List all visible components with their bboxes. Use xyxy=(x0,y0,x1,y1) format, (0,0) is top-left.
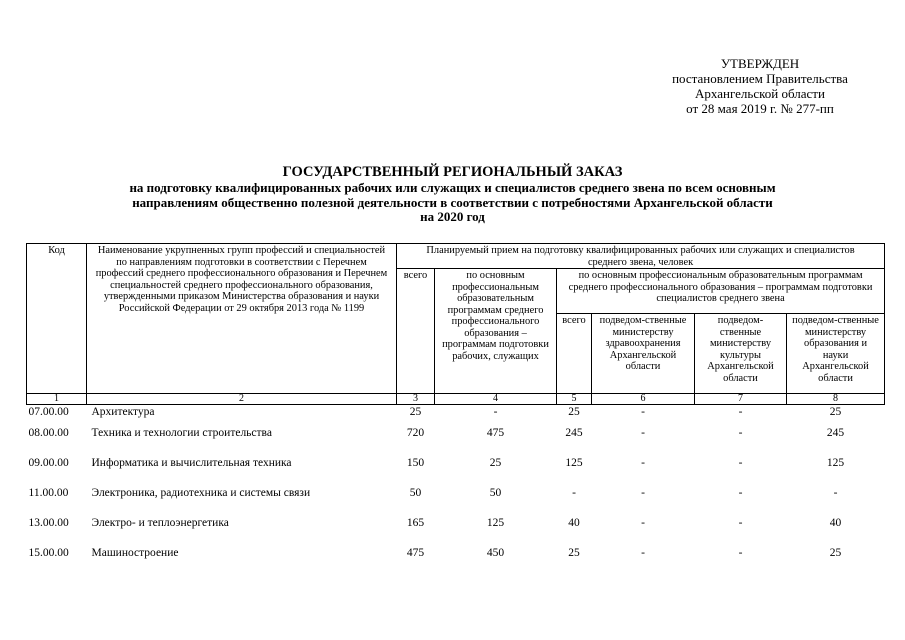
approval-line: УТВЕРЖДЕН xyxy=(720,56,800,71)
column-number: 2 xyxy=(87,394,397,405)
row-culture: - xyxy=(738,427,743,439)
table-row xyxy=(27,546,885,576)
row-workers: 50 xyxy=(489,487,502,499)
row-name: Электроника, радиотехника и системы связи xyxy=(91,487,311,499)
column-number: 6 xyxy=(592,394,695,405)
table-row xyxy=(27,426,885,456)
row-code: 15.00.00 xyxy=(28,547,69,559)
row-name: Машиностроение xyxy=(91,547,179,559)
row-total: 720 xyxy=(406,427,425,439)
row-education: 25 xyxy=(829,406,842,418)
row-health: - xyxy=(641,406,645,418)
row-health: - xyxy=(641,457,645,469)
title-main: ГОСУДАРСТВЕННЫЙ РЕГИОНАЛЬНЫЙ ЗАКАЗ xyxy=(282,164,623,180)
row-workers: - xyxy=(493,406,498,418)
row-workers: 125 xyxy=(486,517,505,529)
approval-line: постановлением Правительства xyxy=(672,71,848,86)
header-spec-total: всего xyxy=(557,314,592,394)
row-culture: - xyxy=(738,457,743,469)
table-row xyxy=(27,456,885,486)
row-code: 08.00.00 xyxy=(28,427,69,439)
title-sub-line: на подготовку квалифицированных рабочих или служащих и специалистов среднего звена по всем основным xyxy=(129,180,776,195)
row-culture: - xyxy=(738,406,743,418)
row-code: 13.00.00 xyxy=(28,517,69,529)
row-code: 11.00.00 xyxy=(28,487,69,499)
row-spec-total: 125 xyxy=(565,457,583,469)
row-code: 07.00.00 xyxy=(28,406,69,418)
table-row xyxy=(27,405,885,427)
row-name: Техника и технологии строительства xyxy=(91,427,272,439)
approval-stamp xyxy=(640,56,880,116)
header-code: Код xyxy=(27,244,87,394)
row-total: 165 xyxy=(406,517,425,529)
row-health: - xyxy=(641,517,645,529)
row-spec-total: - xyxy=(572,487,576,499)
header-name: Наименование укрупненных групп профессий и специальностей по направлениям подготовки в соответствии с Перечнем профессий среднего профессионального образования и Перечнем специальностей среднего профессионального образования, утвержденными приказом Министерства образования и науки Российской Федерации от 29 октября 2013 года № 1199 xyxy=(87,244,397,394)
column-number: 1 xyxy=(27,394,87,405)
approval-line: от 28 мая 2019 г. № 277-пп xyxy=(686,101,834,116)
row-culture: - xyxy=(738,517,743,529)
row-workers: 25 xyxy=(489,457,502,469)
header-health: подведом-ственные министерству здравоохранения Архангельской области xyxy=(592,314,695,394)
row-spec-total: 245 xyxy=(565,427,583,439)
row-education: 245 xyxy=(826,427,845,439)
order-table xyxy=(26,243,885,576)
row-code: 09.00.00 xyxy=(28,457,69,469)
row-total: 150 xyxy=(406,457,425,469)
row-culture: - xyxy=(738,547,743,559)
row-total: 25 xyxy=(409,406,422,418)
row-education: 125 xyxy=(826,457,845,469)
title-sub-line: на 2020 год xyxy=(420,209,485,225)
row-name: Архитектура xyxy=(91,406,155,418)
approval-line: Архангельской области xyxy=(695,86,825,101)
row-workers: 475 xyxy=(486,427,505,439)
title-sub-line: направлениям общественно полезной деятельности в соответствии с потребностями Архангельской области xyxy=(132,194,773,210)
row-health: - xyxy=(641,427,645,439)
row-education: 40 xyxy=(829,517,842,529)
header-specialists: по основным профессиональным образовательным программам среднего профессионального образования – программам подготовки специалистов среднего звена xyxy=(557,269,885,314)
table-row xyxy=(27,486,885,516)
row-culture: - xyxy=(738,487,743,499)
column-number: 3 xyxy=(397,394,435,405)
row-total: 50 xyxy=(409,487,422,499)
row-workers: 450 xyxy=(486,547,505,559)
row-education: 25 xyxy=(829,547,842,559)
row-spec-total: 40 xyxy=(568,517,580,529)
row-spec-total: 25 xyxy=(568,406,580,418)
table-row xyxy=(27,516,885,546)
row-name: Электро- и теплоэнергетика xyxy=(91,517,229,529)
row-spec-total: 25 xyxy=(568,547,580,559)
document-title xyxy=(20,164,885,225)
row-total: 475 xyxy=(406,547,425,559)
header-culture: подведом-ственные министерству культуры Архангельской области xyxy=(695,314,787,394)
column-number: 5 xyxy=(557,394,592,405)
column-number: 4 xyxy=(435,394,557,405)
header-total: всего xyxy=(397,269,435,394)
header-workers: по основным профессиональным образовательным программам среднего профессионального образования – программам подготовки рабочих, служащих xyxy=(435,269,557,394)
header-planned: Планируемый прием на подготовку квалифицированных рабочих или служащих и специалистов среднего звена, человек xyxy=(397,244,885,269)
column-number: 8 xyxy=(787,394,885,405)
row-education: - xyxy=(833,487,838,499)
row-health: - xyxy=(641,487,645,499)
row-health: - xyxy=(641,547,645,559)
column-number: 7 xyxy=(695,394,787,405)
header-education: подведом-ственные министерству образования и науки Архангельской области xyxy=(787,314,885,394)
row-name: Информатика и вычислительная техника xyxy=(91,457,292,469)
column-numbers-row xyxy=(27,394,885,405)
